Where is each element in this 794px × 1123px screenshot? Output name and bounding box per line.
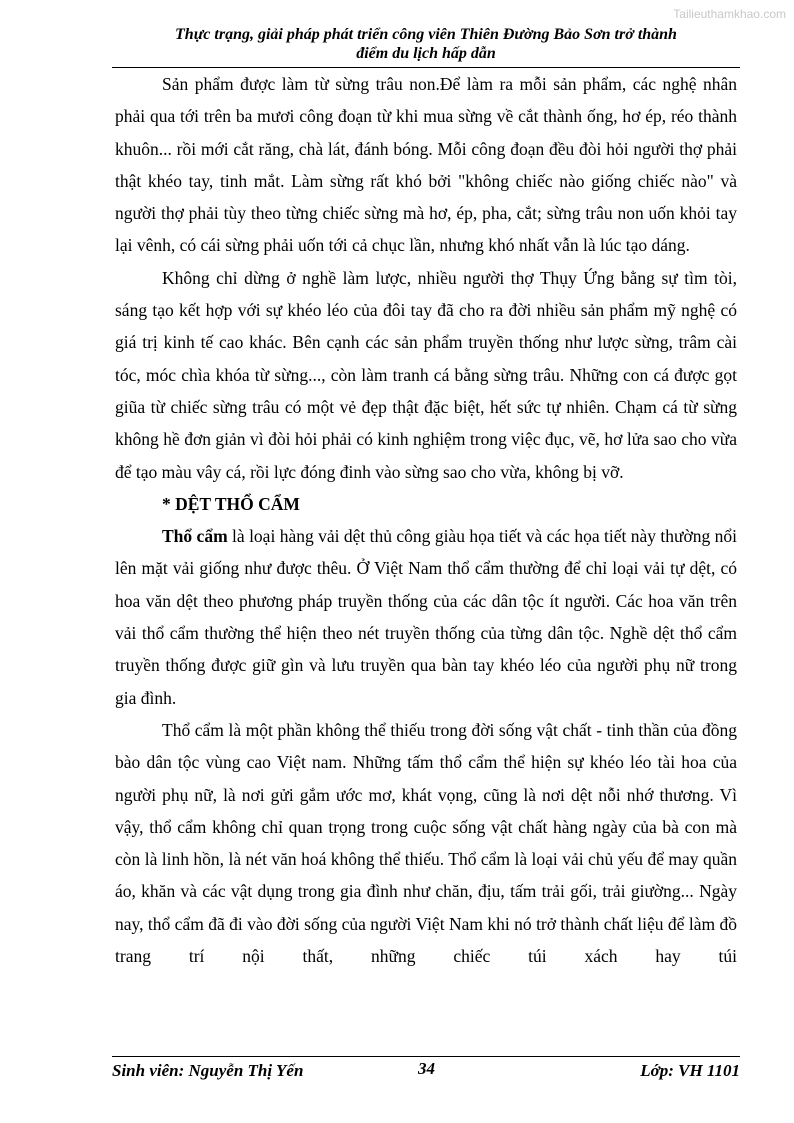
paragraph-brocade-culture: Thổ cẩm là một phần không thể thiếu trong đời sống vật chất - tinh thần của đồng bào dân tộc vùng cao Việt nam. Những tấm thổ cẩm thể hiện sự khéo léo tài hoa của người phụ nữ, là nơi gửi gắm ước mơ, khát vọng, cũng là nơi dệt nỗi nhớ thương. Vì vậy, thổ cẩm không chỉ quan trọng trong cuộc sống vật chất hàng ngày của bà con mà còn là linh hồn, là nét văn hoá không thể thiếu. Thổ cẩm là loại vải chủ yếu để may quần áo, khăn và các vật dụng trong gia đình như chăn, địu, tấm trải gối, trải giường... Ngày nay, thổ cẩm đã đi vào đời sống của người Việt Nam khi nó trở thành chất liệu để làm đồ trang trí nội thất, những chiếc túi xách hay túi: [115, 719, 737, 967]
paragraph-horn-crafts: Không chỉ dừng ở nghề làm lược, nhiều người thợ Thụy Ứng bằng sự tìm tòi, sáng tạo kết hợp với sự khéo léo của đôi tay đã cho ra đời nhiều sản phẩm mỹ nghệ có giá trị kinh tế cao khác. Bên cạnh các sản phẩm truyền thống như lược sừng, trâm cài tóc, móc chìa khóa từ sừng..., còn làm tranh cá bằng sừng trâu. Những con cá được gọt giũa từ chiếc sừng trâu có một vẻ đẹp thật đặc biệt, hết sức tự nhiên. Chạm cá từ sừng không hề đơn giản vì đòi hỏi phải có kinh nghiệm trong việc đục, vẽ, hơ lửa sao cho vừa để tạo màu vây cá, rồi lực đóng đinh vào sừng sao cho vừa, không bị vỡ.: [115, 267, 737, 482]
paragraph-horn-products: Sản phẩm được làm từ sừng trâu non.Để làm ra mỗi sản phẩm, các nghệ nhân phải qua tới trên ba mươi công đoạn từ khi mua sừng về cắt thành ống, hơ ép, réo thành khuôn... rồi mới cắt răng, chà lát, đánh bóng. Mỗi công đoạn đều đòi hỏi người thợ phải thật khéo tay, tinh mắt. Làm sừng rất khó bởi "không chiếc nào giống chiếc nào" và người thợ phải tùy theo từng chiếc sừng mà hơ, ép, pha, cắt; sừng trâu non uốn khỏi tay lại vênh, có cái sừng phải uốn tới cả chục lần, nhưng khó nhất vẫn là lúc tạo dáng.: [115, 74, 737, 256]
term-brocade: Thổ cẩm: [162, 526, 228, 547]
document-body: [115, 68, 737, 972]
section-heading-brocade: * DỆT THỔ CẨM: [162, 493, 300, 514]
header-title-line1: Thực trạng, giải pháp phát triển công viên Thiên Đường Bảo Sơn trở thành: [175, 26, 677, 43]
paragraph-brocade-definition: [115, 520, 737, 714]
header-title-line2: điểm du lịch hấp dẫn: [356, 45, 496, 62]
footer-class: Lớp: VH 1101: [640, 1061, 740, 1080]
footer-student: Sinh viên: Nguyễn Thị Yến: [112, 1061, 304, 1080]
footer-divider: [112, 1056, 740, 1057]
watermark: Tailieuthamkhao.com: [673, 7, 786, 21]
page-footer: [112, 1061, 740, 1083]
brocade-definition-text: là loại hàng vải dệt thủ công giàu họa tiết và các họa tiết này thường nổi lên mặt vải giống như được thêu. Ở Việt Nam thổ cẩm thường để chỉ loại vải tự dệt, có hoa văn dệt theo phương pháp truyền thống của các dân tộc ít người. Các hoa văn trên vải thổ cẩm thường thể hiện theo nét truyền thống của từng dân tộc. Nghề dệt thổ cẩm truyền thống được giữ gìn và lưu truyền qua bàn tay khéo léo của người phụ nữ trong gia đình.: [115, 526, 738, 708]
page-number: 34: [418, 1059, 435, 1078]
page-header: [112, 25, 740, 63]
